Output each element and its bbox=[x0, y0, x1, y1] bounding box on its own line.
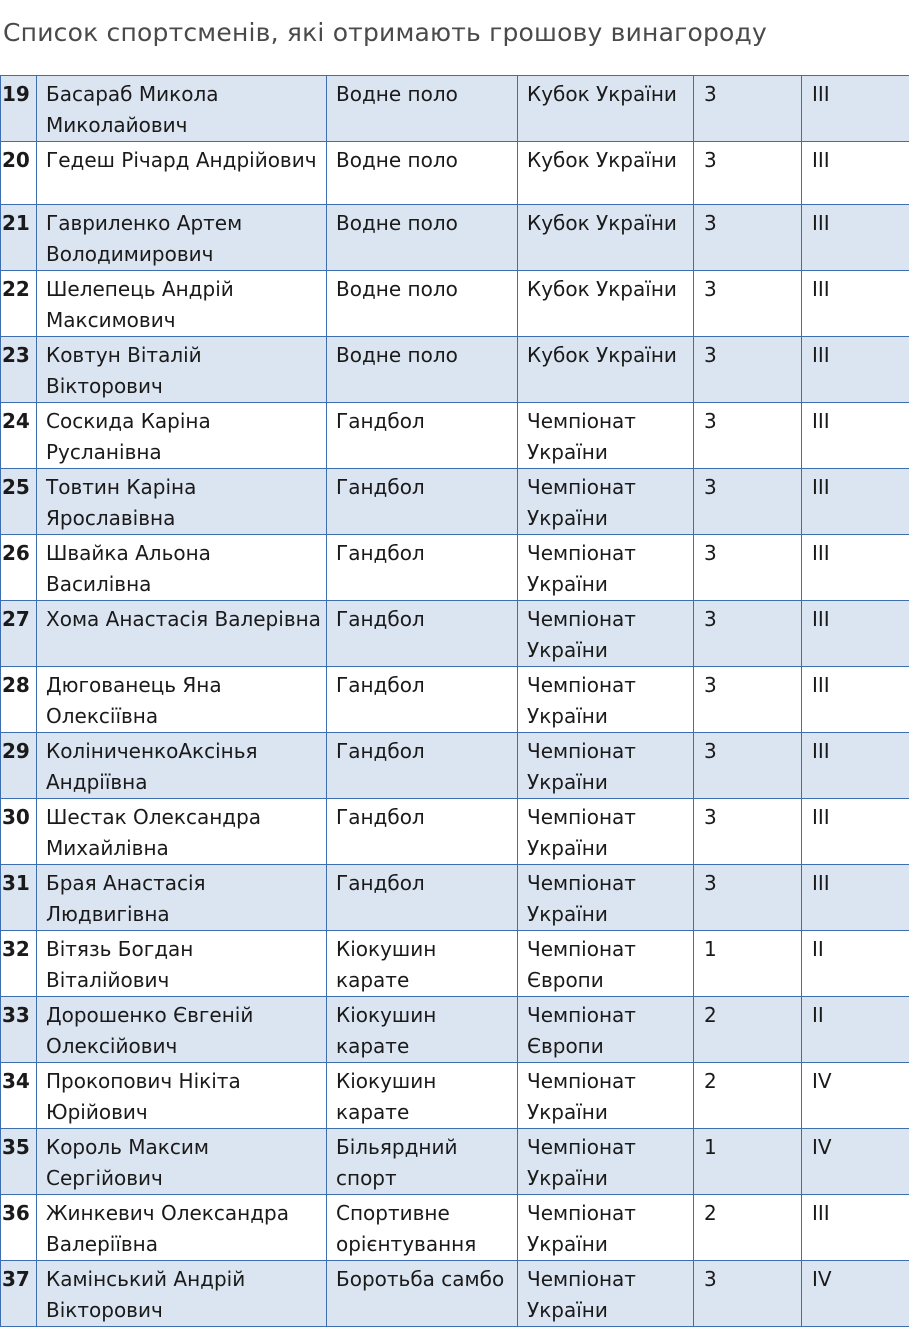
competition-name: Чемпіонат України bbox=[518, 799, 694, 865]
table-row bbox=[1, 1261, 909, 1327]
sport-name: Спортивне орієнтування bbox=[327, 1195, 518, 1261]
competition-name: Кубок України bbox=[518, 76, 694, 142]
level-value: III bbox=[802, 535, 909, 601]
table-row bbox=[1, 535, 909, 601]
competition-name: Кубок України bbox=[518, 271, 694, 337]
sport-name: Кіокушин карате bbox=[327, 997, 518, 1063]
level-value: II bbox=[802, 931, 909, 997]
athlete-name: Гавриленко Артем Володимирович bbox=[37, 205, 327, 271]
table-row bbox=[1, 205, 909, 271]
competition-name: Чемпіонат України bbox=[518, 1261, 694, 1327]
row-number: 25 bbox=[1, 469, 37, 535]
level-value: IV bbox=[802, 1063, 909, 1129]
table-row bbox=[1, 1195, 909, 1261]
sport-name: Гандбол bbox=[327, 403, 518, 469]
table-row bbox=[1, 469, 909, 535]
row-number: 19 bbox=[1, 76, 37, 142]
competition-name: Чемпіонат України bbox=[518, 535, 694, 601]
athlete-name: Прокопович Нікіта Юрійович bbox=[37, 1063, 327, 1129]
place-value: 3 bbox=[694, 535, 802, 601]
place-value: 3 bbox=[694, 271, 802, 337]
athlete-name: Басараб Микола Миколайович bbox=[37, 76, 327, 142]
competition-name: Чемпіонат України bbox=[518, 667, 694, 733]
level-value: II bbox=[802, 997, 909, 1063]
competition-name: Чемпіонат України bbox=[518, 865, 694, 931]
competition-name: Чемпіонат України bbox=[518, 1129, 694, 1195]
place-value: 2 bbox=[694, 1063, 802, 1129]
level-value: III bbox=[802, 601, 909, 667]
level-value: IV bbox=[802, 1261, 909, 1327]
row-number: 33 bbox=[1, 997, 37, 1063]
level-value: III bbox=[802, 865, 909, 931]
athlete-name: Камінський Андрій Вікторович bbox=[37, 1261, 327, 1327]
place-value: 3 bbox=[694, 76, 802, 142]
place-value: 3 bbox=[694, 733, 802, 799]
place-value: 3 bbox=[694, 403, 802, 469]
row-number: 27 bbox=[1, 601, 37, 667]
table-row bbox=[1, 865, 909, 931]
athlete-name: Брая Анастасія Людвигівна bbox=[37, 865, 327, 931]
place-value: 3 bbox=[694, 865, 802, 931]
competition-name: Чемпіонат України bbox=[518, 601, 694, 667]
row-number: 28 bbox=[1, 667, 37, 733]
athlete-name: КоліниченкоАксінья Андріївна bbox=[37, 733, 327, 799]
row-number: 23 bbox=[1, 337, 37, 403]
level-value: IV bbox=[802, 1129, 909, 1195]
row-number: 31 bbox=[1, 865, 37, 931]
row-number: 30 bbox=[1, 799, 37, 865]
row-number: 35 bbox=[1, 1129, 37, 1195]
row-number: 34 bbox=[1, 1063, 37, 1129]
row-number: 36 bbox=[1, 1195, 37, 1261]
sport-name: Кіокушин карате bbox=[327, 1063, 518, 1129]
competition-name: Кубок України bbox=[518, 337, 694, 403]
place-value: 2 bbox=[694, 1195, 802, 1261]
competition-name: Чемпіонат України bbox=[518, 469, 694, 535]
sport-name: Водне поло bbox=[327, 76, 518, 142]
place-value: 3 bbox=[694, 205, 802, 271]
level-value: III bbox=[802, 337, 909, 403]
athlete-name: Дорошенко Євгеній Олексійович bbox=[37, 997, 327, 1063]
place-value: 3 bbox=[694, 667, 802, 733]
place-value: 1 bbox=[694, 931, 802, 997]
table-row bbox=[1, 799, 909, 865]
row-number: 26 bbox=[1, 535, 37, 601]
table-row bbox=[1, 601, 909, 667]
competition-name: Чемпіонат України bbox=[518, 733, 694, 799]
athlete-name: Шелепець Андрій Максимович bbox=[37, 271, 327, 337]
athlete-name: Вітязь Богдан Віталійович bbox=[37, 931, 327, 997]
place-value: 3 bbox=[694, 601, 802, 667]
row-number: 20 bbox=[1, 142, 37, 205]
level-value: III bbox=[802, 733, 909, 799]
level-value: III bbox=[802, 403, 909, 469]
competition-name: Кубок України bbox=[518, 142, 694, 205]
table-row bbox=[1, 1129, 909, 1195]
level-value: III bbox=[802, 205, 909, 271]
place-value: 3 bbox=[694, 799, 802, 865]
athlete-name: Гедеш Річард Андрійович bbox=[37, 142, 327, 205]
sport-name: Гандбол bbox=[327, 733, 518, 799]
sport-name: Гандбол bbox=[327, 535, 518, 601]
sport-name: Водне поло bbox=[327, 337, 518, 403]
row-number: 29 bbox=[1, 733, 37, 799]
sport-name: Гандбол bbox=[327, 799, 518, 865]
place-value: 2 bbox=[694, 997, 802, 1063]
sport-name: Водне поло bbox=[327, 271, 518, 337]
sport-name: Боротьба самбо bbox=[327, 1261, 518, 1327]
level-value: III bbox=[802, 799, 909, 865]
sport-name: Більярдний спорт bbox=[327, 1129, 518, 1195]
athlete-name: Дюгованець Яна Олексіївна bbox=[37, 667, 327, 733]
athlete-name: Швайка Альона Василівна bbox=[37, 535, 327, 601]
place-value: 1 bbox=[694, 1129, 802, 1195]
table-row bbox=[1, 733, 909, 799]
sport-name: Гандбол bbox=[327, 469, 518, 535]
athlete-name: Соскида Каріна Русланівна bbox=[37, 403, 327, 469]
table-row bbox=[1, 337, 909, 403]
level-value: III bbox=[802, 667, 909, 733]
row-number: 21 bbox=[1, 205, 37, 271]
athletes-table-body bbox=[1, 76, 909, 1327]
sport-name: Водне поло bbox=[327, 205, 518, 271]
place-value: 3 bbox=[694, 337, 802, 403]
athlete-name: Ковтун Віталій Вікторович bbox=[37, 337, 327, 403]
place-value: 3 bbox=[694, 142, 802, 205]
athlete-name: Король Максим Сергійович bbox=[37, 1129, 327, 1195]
row-number: 22 bbox=[1, 271, 37, 337]
row-number: 24 bbox=[1, 403, 37, 469]
place-value: 3 bbox=[694, 1261, 802, 1327]
sport-name: Гандбол bbox=[327, 667, 518, 733]
level-value: III bbox=[802, 142, 909, 205]
athlete-name: Жинкевич Олександра Валеріївна bbox=[37, 1195, 327, 1261]
document-title: Список спортсменів, які отримають грошову винагороду bbox=[3, 18, 767, 47]
level-value: III bbox=[802, 1195, 909, 1261]
athlete-name: Хома Анастасія Валерівна bbox=[37, 601, 327, 667]
place-value: 3 bbox=[694, 469, 802, 535]
table-row bbox=[1, 931, 909, 997]
athletes-table bbox=[0, 75, 909, 1327]
competition-name: Чемпіонат України bbox=[518, 1195, 694, 1261]
table-row bbox=[1, 667, 909, 733]
sport-name: Водне поло bbox=[327, 142, 518, 205]
level-value: III bbox=[802, 76, 909, 142]
competition-name: Чемпіонат України bbox=[518, 1063, 694, 1129]
sport-name: Гандбол bbox=[327, 865, 518, 931]
table-row bbox=[1, 142, 909, 205]
row-number: 37 bbox=[1, 1261, 37, 1327]
sport-name: Гандбол bbox=[327, 601, 518, 667]
sport-name: Кіокушин карате bbox=[327, 931, 518, 997]
competition-name: Чемпіонат України bbox=[518, 403, 694, 469]
athlete-name: Шестак Олександра Михайлівна bbox=[37, 799, 327, 865]
competition-name: Чемпіонат Європи bbox=[518, 931, 694, 997]
athlete-name: Товтин Каріна Ярославівна bbox=[37, 469, 327, 535]
level-value: III bbox=[802, 271, 909, 337]
table-row bbox=[1, 271, 909, 337]
competition-name: Чемпіонат Європи bbox=[518, 997, 694, 1063]
table-row bbox=[1, 997, 909, 1063]
table-row bbox=[1, 1063, 909, 1129]
table-row bbox=[1, 76, 909, 142]
competition-name: Кубок України bbox=[518, 205, 694, 271]
row-number: 32 bbox=[1, 931, 37, 997]
table-row bbox=[1, 403, 909, 469]
level-value: III bbox=[802, 469, 909, 535]
